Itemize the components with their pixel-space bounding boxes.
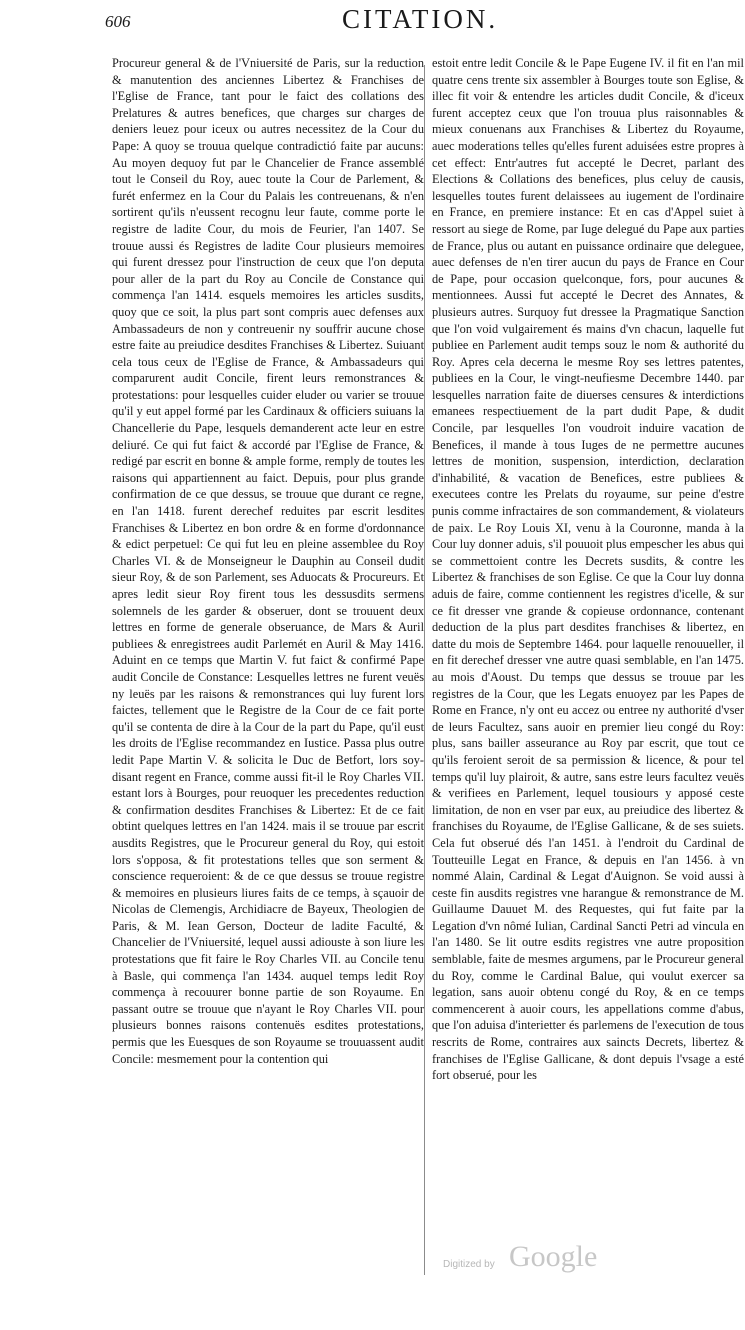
running-head-title: CITATION. — [342, 4, 499, 34]
digitized-by-label: Digitized by — [443, 1259, 495, 1270]
google-logo: Google — [509, 1240, 598, 1273]
right-column-text: estoit entre ledit Concile & le Pape Eugene IV. il fit en l'an mil quatre cens trente six assembler à Bourges toute son Eglise, & illec fit voir & entendre les articles dudit Concile, & d'iceux furent acceptez ceux que l'on trouua plus raisonnables & mieux conuenans aux Franchises & Libertez du Royaume, auec moderations telles qu'elles furent aduisées estre propres à cet effect: Entr'autres fut accepté le Decret, parlant des Elections & Collations des benefices, plus celuy de causis, lesquelles toutes furent delaissees au iugement de l'ordinaire en France, en premiere instance: Et en cas d'Appel suiet à ressort au siege de Rome, par Iuge delegué du Pape aux parties de France, plus ou autant en puissance ordinaire que deleguee, auec defenses de n'en tirer aucun du pays de France en Cour de Pape, pour occasion quelconque, fors, pour aucunes & mentionnees. Aussi fut accepté le Decret des Annates, & plusieurs autres. Surquoy fut dressee la Pragmatique Sanction que l'on void vulgairement és mains d'vn chacun, laquelle fut publiee en Parlement audit temps souz le nom & authorité du Roy. Apres cela decerna le mesme Roy ses lettres patentes, publiees en la Cour, le vingt-neufiesme Decembre 1440. par lesquelles narration faite de diuerses censures & interdictions emanees respectiuement de la part dudit Pape, & dudit Concile, par lesquelles l'on voudroit induire vacation de Benefices, il mande à tous Iuges de ne permettre aucunes lettres de monition, suspension, interdiction, declaration d'inhabilité, & vacation de Benefices, estre publiees & executees contre les Prelats du royaume, sur peine d'estre punis comme infractaires de son commandement, & violateurs de paix. Le Roy Louis XI, venu à la Couronne, manda à la Cour luy donner aduis, s'il pouuoit plus empescher les abus qui se commettoient contre les Decrets susdits, & contre les Libertez & franchises de son Eglise. Ce que la Cour luy donna aduis de faire, comme contiennent les registres d'icelle, & sur ce fit dresser vne grande & copieuse ordonnance, contenant deduction de la plus part desdites franchises & libertez, en datte du mois de Septembre 1464. pour laquelle renouueller, il en fit derechef dresser vne autre quasi semblable, en l'an 1475. au mois d'Aoust. Du temps que dessus se trouue par les registres de la Cour, que les Legats enuoyez par les Papes de Rome en France, n'y ont eu accez ou entree ny authorité d'vser de leurs Facultez, sans auoir en premier lieu congé du Roy: plus, sans bailler asseurance au Roy par escrit, que tout ce qu'ils feroient seroit de sa permission & licence, & pour tel temps qu'il luy plairoit, & autre, sans estre leurs facultez veuës & verifiees en Parlement, lequel tousiours y apposé ceste limitation, de non en vser par eux, au preiudice des libertez & franchises du Royaume, de l'Eglise Gallicane, & de ses suiets. Cela fut obserué dés l'an 1451. à l'endroit du Cardinal de Toutteuille Legat en France, & depuis en l'an 1456. à vn nommé Alain, Cardinal & Legat d'Auignon. Se void aussi à ceste fin ausdits registres vne harangue & remonstrance de M. Guillaume Dauuet M. des Requestes, qui fut faite par la Legation d'vn nômé Iulian, Cardinal Sancti Petri ad vincula en l'an 1480. Se lit outre esdits registres vne autre proposition semblable, faite de mesmes argumens, par le Procureur general du Roy, comme le Cardinal Balue, qui voulut exercer sa legation, sans auoir obtenu congé du Roy, & en ce temps commencerent à auoir cours, les appellations comme d'abus, que l'on aduisa d'interietter és parlemens de l'execution de tous rescrits de Rome, contraires aux saincts Decrets, libertez & franchises de l'Eglise Gallicane, & dont depuis l'vsage a esté fort obserué, pour les — [432, 56, 744, 1083]
right-column — [432, 55, 744, 1084]
page-number: 606 — [105, 12, 131, 31]
left-column — [112, 55, 424, 1067]
column-divider — [424, 65, 425, 1275]
left-column-text: Procureur general & de l'Vniuersité de Paris, sur la reduction & manutention des anciennes Libertez & Franchises de l'Eglise de France, tant pour le faict des collations des Prelatures & autres benefices, que charges sur charges de deniers leuez pour iceux ou autres necessitez de la Cour du Pape: A quoy se trouua quelque contradictió faite par aucuns: Au moyen dequoy fut par le Chancelier de France assemblé tout le Conseil du Roy, auec toute la Cour de Parlement, & furét enfermez en la Cour du Palais les contreuenans, & n'en sortirent qu'ils n'eussent recognu leur faute, comme porte le registre de ladite Cour, du mois de Feurier, l'an 1407. Se trouue aussi és Registres de ladite Cour plusieurs memoires qui furent dressez pour l'instruction de ceux que l'on deputa pour aller de la part du Roy au Concile de Constance qui commença l'an 1414. esquels memoires les articles susdits, quoy que ce soit, la plus part sont compris auec defenses aux Ambassadeurs de non y contreuenir ny souffrir aucune chose estre faite au preiudice desdites Franchises & Libertez. Suiuant cela tous ceux de l'Eglise de France, & Ambassadeurs qui comparurent audit Concile, firent leurs remonstrances & protestations: pour lesquelles cuider eluder ou varier se trouue qu'il y eut appel formé par les Cardinaux & officiers suiuans la Chancellerie du Pape, lesquels demanderent acte leur en estre deliuré. Ce qui fut faict & accordé par l'Eglise de France, & redigé par escrit en bonne & ample forme, remply de toutes les raisons qui appartiennent au faict. Depuis, pour plus grande confirmation de ce que dessus, se trouue que durant ce regne, en l'an 1418. furent derechef reduites par escrit lesdites Franchises & Libertez en bon ordre & en forme d'ordonnance & edict perpetuel: Ce qui fut leu en pleine assemblee du Roy Charles VI. & de Monseigneur le Dauphin au Conseil dudit sieur Roy, & de son Parlement, ses Aduocats & Procureurs. Et apres ledit sieur Roy firent tous les dessusdits sermens solemnels de les garder & obseruer, dont se trouuent deux lettres en forme de generale obseruance, de Mars & Auril publiees & enregistrees audit Parlemét en Auril & May 1416. Aduint en ce temps que Martin V. fut faict & confirmé Pape audit Concile de Constance: Lesquelles lettres ne furent veuës ny leuës par les raisons & remonstrances qui luy furent lors faictes, tellement que le Registre de la Cour de ce fait porte qu'il se contenta de dire à la Cour de la part du Pape, qu'il eust les droits de l'Eglise recommandez en Iustice. Passa plus outre ledit Pape Martin V. & solicita le Duc de Betfort, lors soy-disant regent en France, comme aussi fit-il le Roy Charles VII. estant lors à Bourges, pour reuoquer les precedentes reduction & confirmation desdites Franchises & Libertez: Et de ce fait obtint quelques lettres en l'an 1424. mais il se trouue par escrit ausdits Registres, que le Procureur general du Roy, qui estoit lors s'opposa, & fit protestations telles que son serment & conscience requeroient: & de ce que dessus se trouue registre & memoires en plusieurs liures faits de ce temps, à sçauoir de Nicolas de Clemengis, Archidiacre de Bayeux, Theologien de Paris, & M. Iean Gerson, Docteur de ladite Faculté, & Chancelier de l'Vniuersité, lequel aussi adiouste à son liure les protestations que fit faire le Roy Charles VII. au Concile tenu à Basle, qui commença l'an 1434. auquel temps ledit Roy commença à recouurer bonne partie de son Royaume. En passant outre se trouue que n'ayant le Roy Charles VII. pour plusieurs bonnes raisons contenuës esdites protestations, permis que les Euesques de son Royaume se trouuassent audit Concile: mesmement pour la contention qui — [112, 56, 424, 1066]
digitized-watermark — [443, 1242, 663, 1282]
